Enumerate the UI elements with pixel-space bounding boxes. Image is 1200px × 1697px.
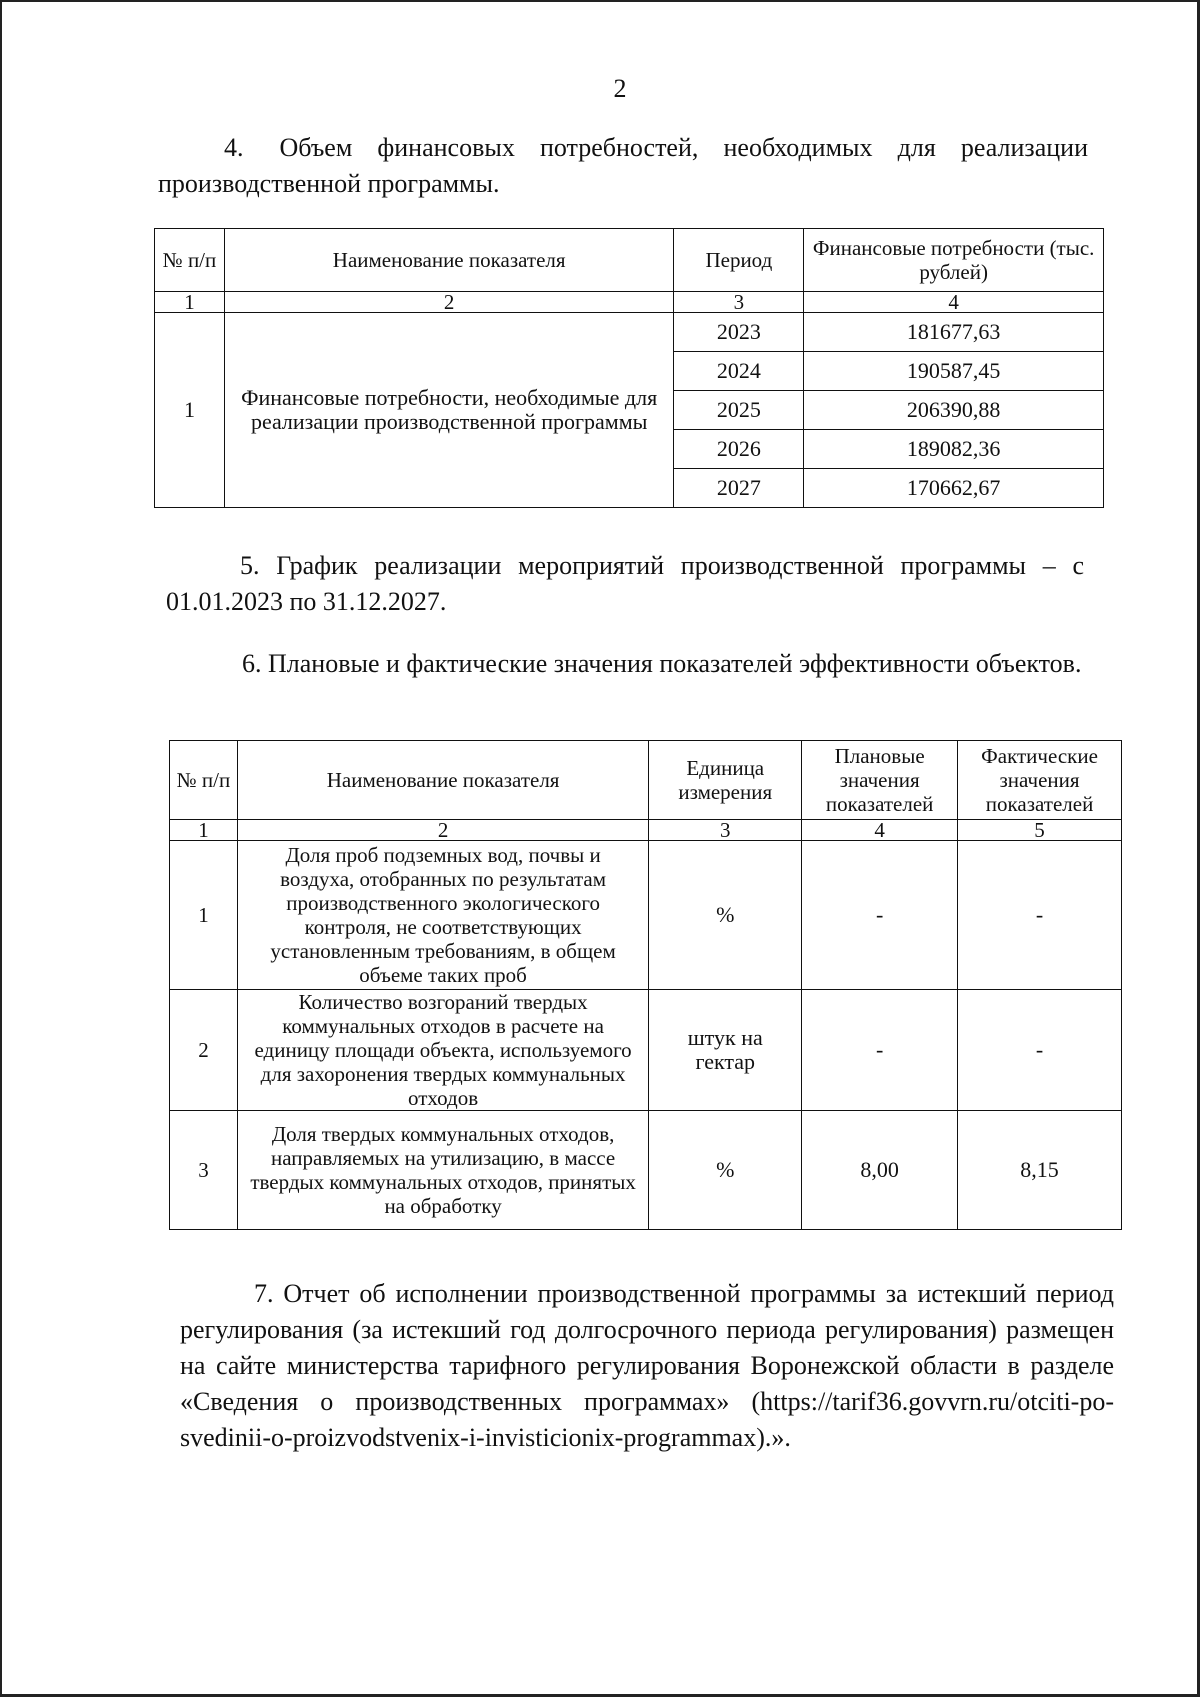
fact-value-cell: - (958, 841, 1122, 990)
period-cell: 2027 (674, 469, 804, 508)
section-4-number: 4. (224, 133, 244, 162)
header-cell: № п/п (155, 229, 225, 292)
value-cell: 170662,67 (804, 469, 1104, 508)
header-cell: Фактические значения показателей (958, 741, 1122, 820)
plan-value-cell: - (802, 841, 958, 990)
unit-cell: % (649, 841, 802, 990)
header-cell: Финансовые потребности (тыс. рублей) (804, 229, 1104, 292)
section-6-paragraph (168, 646, 1100, 682)
table-header-row (155, 229, 1104, 292)
table-row (170, 1111, 1122, 1230)
section-7-paragraph (180, 1276, 1114, 1456)
indicator-name-cell: Финансовые потребности, необходимые для реализации производственной программы (224, 313, 674, 508)
section-4-text-line1: Объем финансовых потребностей, необходимых для реализации (279, 133, 1088, 162)
column-number: 3 (674, 292, 804, 313)
column-number-row (170, 820, 1122, 841)
section-5-paragraph (166, 548, 1084, 620)
page-number: 2 (613, 74, 627, 103)
header-cell: Единица измерения (649, 741, 802, 820)
column-number: 3 (649, 820, 802, 841)
column-number: 4 (802, 820, 958, 841)
table-header-row (170, 741, 1122, 820)
scan-border-left (0, 0, 2, 1697)
column-number: 1 (170, 820, 238, 841)
header-cell: Наименование показателя (224, 229, 674, 292)
plan-value-cell: 8,00 (802, 1111, 958, 1230)
efficiency-indicators-table (169, 740, 1122, 1230)
section-4-text-line2: производственной программы. (158, 169, 500, 198)
value-cell: 181677,63 (804, 313, 1104, 352)
column-number: 2 (224, 292, 674, 313)
header-cell: Период (674, 229, 804, 292)
section-6-text: 6. Плановые и фактические значения показателей эффективности объектов. (242, 649, 1082, 678)
header-cell: № п/п (170, 741, 238, 820)
period-cell: 2026 (674, 430, 804, 469)
plan-value-cell: - (802, 990, 958, 1111)
column-number: 5 (958, 820, 1122, 841)
section-4-paragraph (158, 130, 1088, 202)
fact-value-cell: 8,15 (958, 1111, 1122, 1230)
column-number: 1 (155, 292, 225, 313)
section-7-text: 7. Отчет об исполнении производственной программы за истекший период регулирования (за истекший год долгосрочного периода регулирования) размещен на сайте министерства тарифного регулирования Воронежской области в разделе «Сведения о производственных программах» (https://tarif36.govvrn.ru/otciti-po-svedinii-o-proizvodstvenix-i-invisticionix-programmax).». (180, 1279, 1114, 1452)
row-number-cell: 1 (170, 841, 238, 990)
indicator-name-cell: Доля твердых коммунальных отходов, направляемых на утилизацию, в массе твердых коммунальных отходов, принятых на обработку (237, 1111, 648, 1230)
unit-cell: штук на гектар (649, 990, 802, 1111)
value-cell: 189082,36 (804, 430, 1104, 469)
column-number: 4 (804, 292, 1104, 313)
header-cell: Плановые значения показателей (802, 741, 958, 820)
table-row (170, 841, 1122, 990)
table-row (155, 313, 1104, 352)
header-cell: Наименование показателя (237, 741, 648, 820)
value-cell: 206390,88 (804, 391, 1104, 430)
unit-cell: % (649, 1111, 802, 1230)
section-5-text: 5. График реализации мероприятий производственной программы – с 01.01.2023 по 31.12.2027. (166, 551, 1084, 616)
value-cell: 190587,45 (804, 352, 1104, 391)
period-cell: 2025 (674, 391, 804, 430)
table-row (170, 990, 1122, 1111)
indicator-name-cell: Количество возгораний твердых коммунальных отходов в расчете на единицу площади объекта, используемого для захоронения твердых коммунальных отходов (237, 990, 648, 1111)
financial-needs-table (154, 228, 1104, 508)
scan-border-top (0, 0, 1200, 2)
period-cell: 2023 (674, 313, 804, 352)
fact-value-cell: - (958, 990, 1122, 1111)
column-number-row (155, 292, 1104, 313)
row-number-cell: 1 (155, 313, 225, 508)
row-number-cell: 3 (170, 1111, 238, 1230)
column-number: 2 (237, 820, 648, 841)
indicator-name-cell: Доля проб подземных вод, почвы и воздуха, отобранных по результатам производственного экологического контроля, не соответствующих установленным требованиям, в общем объеме таких проб (237, 841, 648, 990)
period-cell: 2024 (674, 352, 804, 391)
row-number-cell: 2 (170, 990, 238, 1111)
